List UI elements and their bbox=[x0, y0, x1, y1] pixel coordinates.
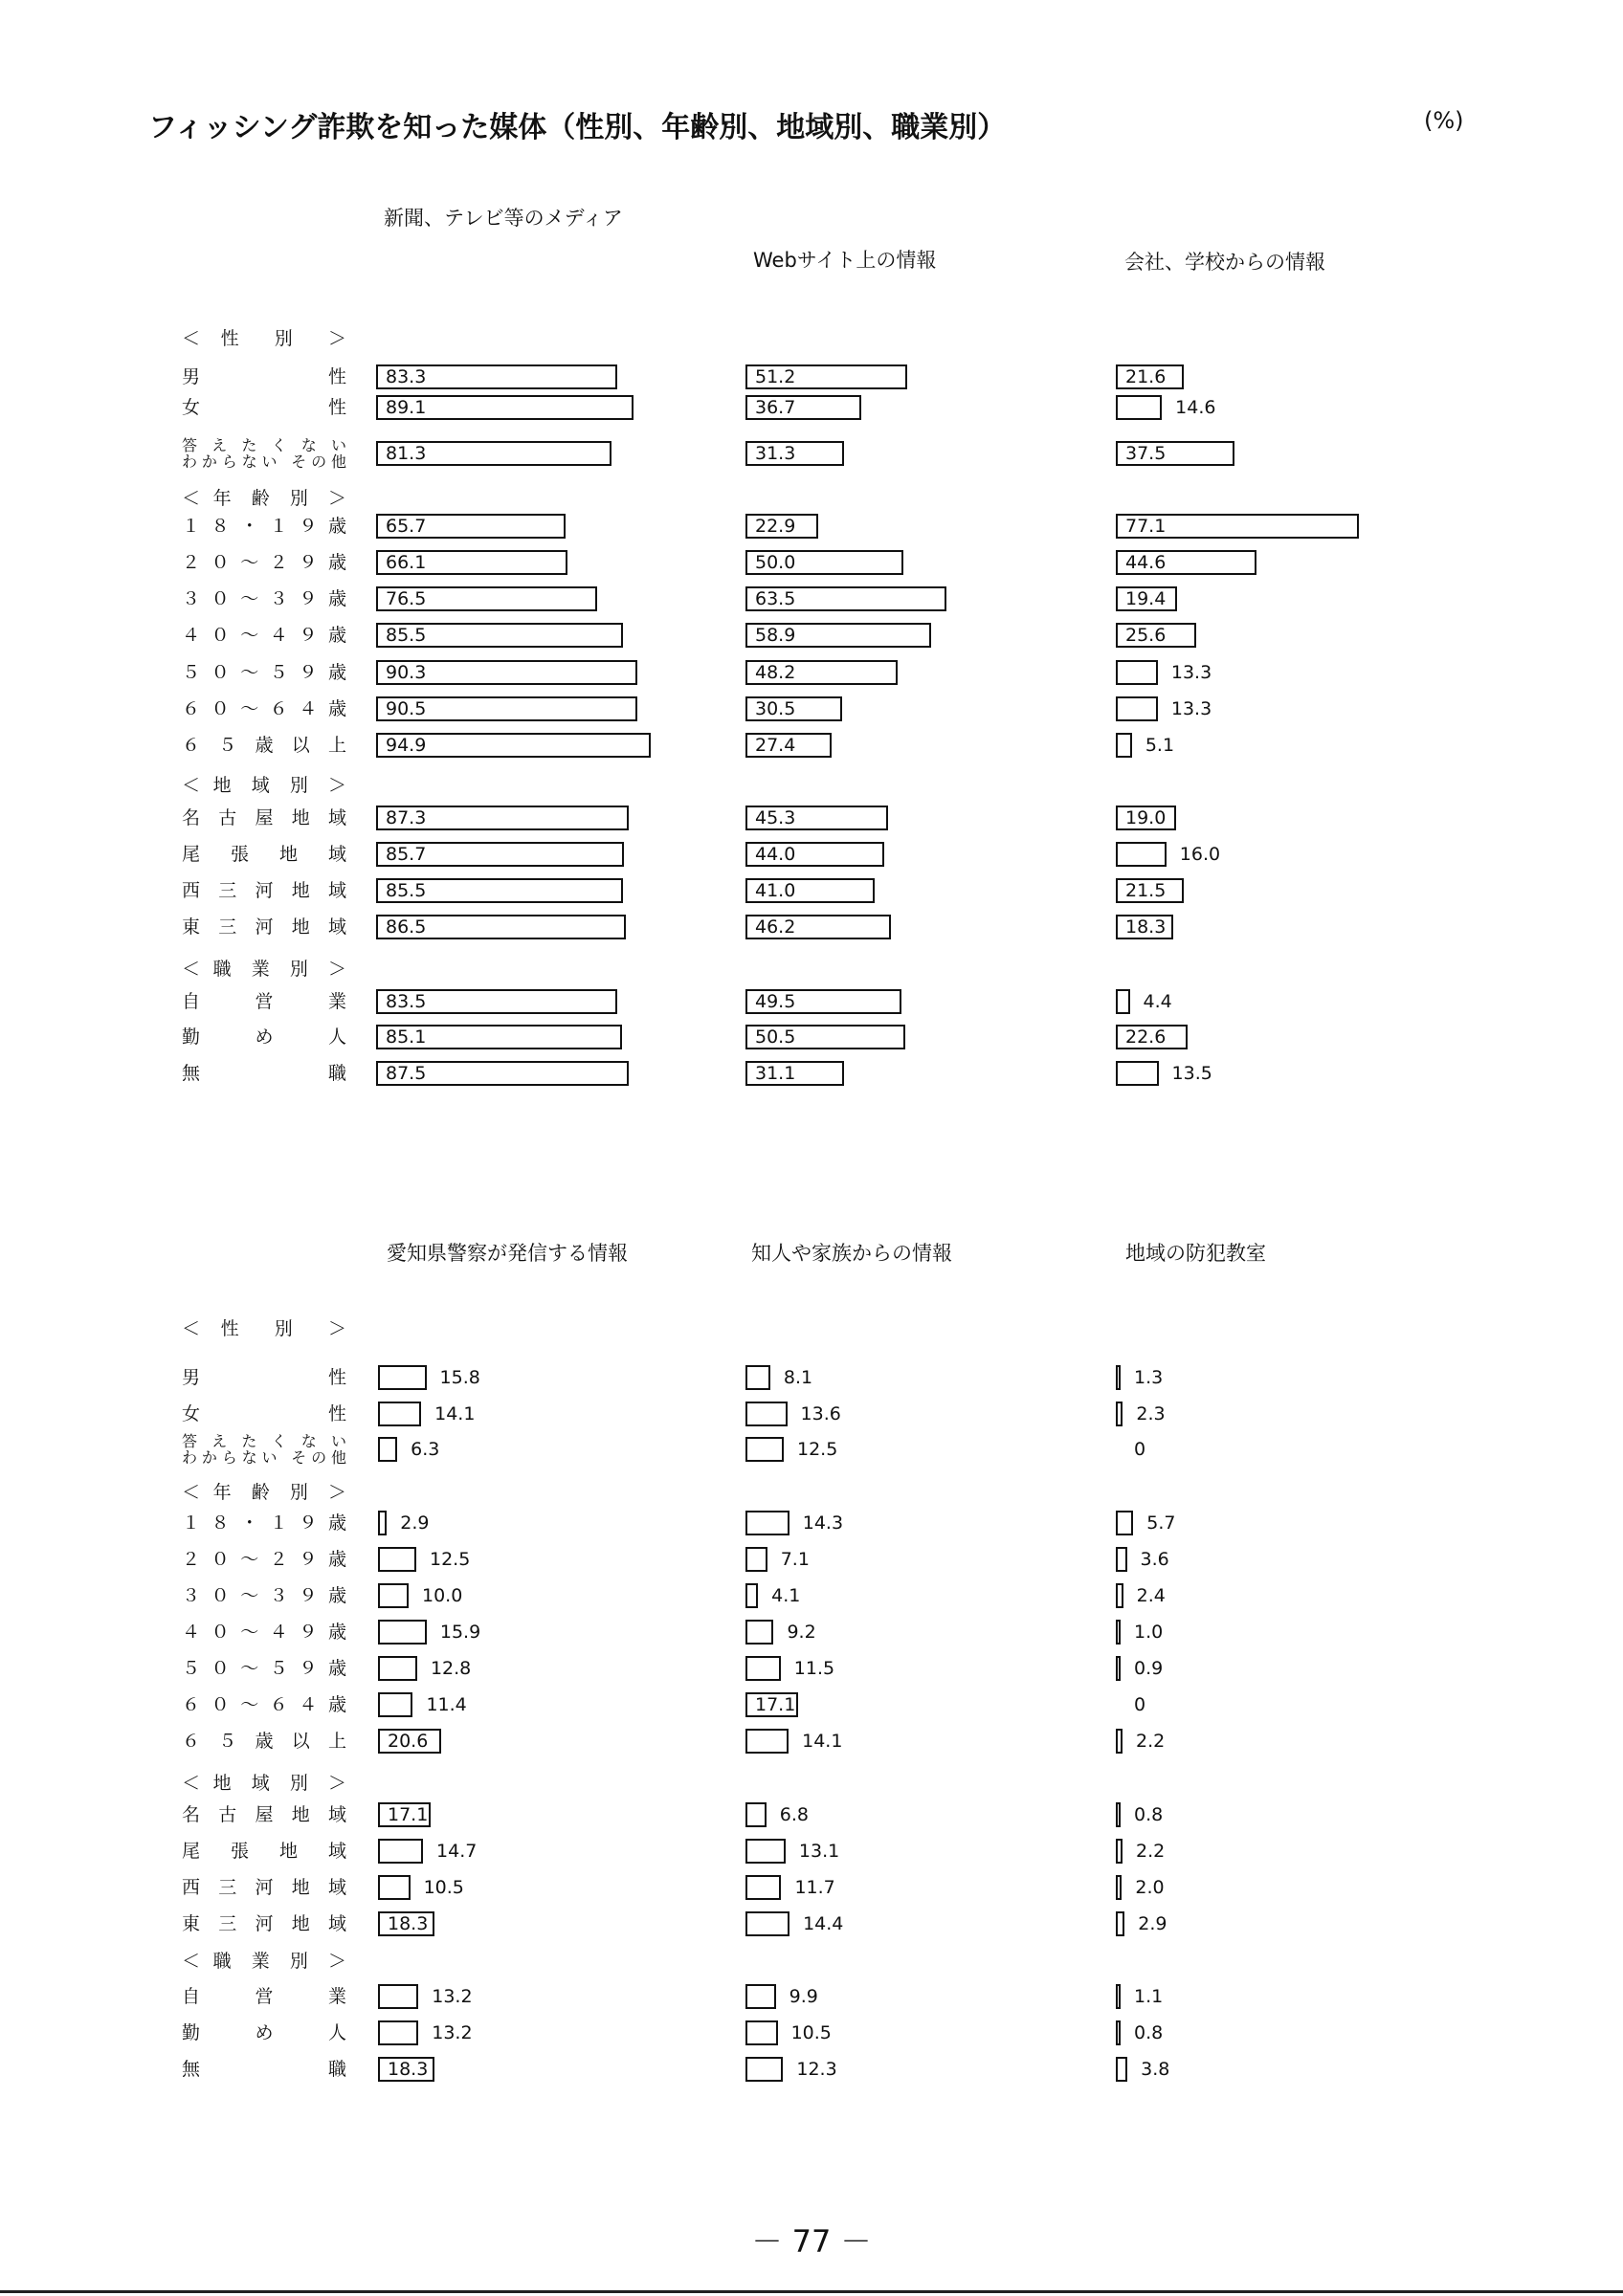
data-label: 12.8 bbox=[430, 1658, 472, 1679]
bar bbox=[378, 1875, 411, 1900]
data-label: 30.5 bbox=[755, 698, 796, 719]
data-label: 48.2 bbox=[755, 662, 796, 683]
page-title: フィッシング詐欺を知った媒体（性別、年齢別、地域別、職業別） bbox=[148, 111, 1007, 144]
data-label: 10.5 bbox=[423, 1877, 464, 1898]
bar bbox=[1116, 660, 1158, 685]
data-label: 87.3 bbox=[386, 807, 427, 828]
series-header: 知人や家族からの情報 bbox=[751, 1242, 952, 1265]
bar bbox=[745, 1875, 781, 1900]
data-label: 2.9 bbox=[1138, 1913, 1167, 1934]
data-label: 0.8 bbox=[1134, 2022, 1164, 2043]
row-label: 尾張地域 bbox=[182, 1841, 346, 1862]
data-label: 5.1 bbox=[1145, 735, 1175, 756]
row-label: 西三河地域 bbox=[182, 1877, 346, 1898]
data-label: 11.4 bbox=[426, 1694, 467, 1715]
data-label: 1.0 bbox=[1134, 1622, 1164, 1643]
data-label: 63.5 bbox=[755, 588, 796, 609]
data-label: 2.4 bbox=[1136, 1585, 1166, 1606]
data-label: 66.1 bbox=[386, 552, 427, 573]
bar bbox=[378, 1365, 427, 1390]
data-label: 19.4 bbox=[1125, 588, 1167, 609]
row-label: 答えたくない わからない その他 bbox=[182, 1432, 346, 1467]
row-label: ２０～２９歳 bbox=[182, 552, 346, 573]
series-header: Webサイト上の情報 bbox=[753, 249, 937, 272]
row-label: ６０～６４歳 bbox=[182, 698, 346, 719]
bar bbox=[378, 1656, 417, 1681]
row-label: ５０～５９歳 bbox=[182, 1658, 346, 1679]
data-label: 25.6 bbox=[1125, 625, 1167, 646]
data-label: 44.6 bbox=[1125, 552, 1167, 573]
row-label: ２０～２９歳 bbox=[182, 1549, 346, 1570]
bar bbox=[1116, 1875, 1122, 1900]
data-label: 45.3 bbox=[755, 807, 796, 828]
bar bbox=[745, 1911, 789, 1936]
bar bbox=[378, 2020, 418, 2045]
data-label: 2.2 bbox=[1136, 1731, 1166, 1752]
data-label: 81.3 bbox=[386, 443, 427, 464]
bar bbox=[745, 1583, 758, 1608]
data-label: 2.9 bbox=[400, 1512, 430, 1534]
row-label: 勤め人 bbox=[182, 1027, 346, 1048]
row-label: 名古屋地域 bbox=[182, 807, 346, 828]
data-label: 85.1 bbox=[386, 1027, 427, 1048]
data-label: 0.8 bbox=[1134, 1804, 1164, 1825]
data-label: 27.4 bbox=[755, 735, 796, 756]
data-label: 51.2 bbox=[755, 366, 796, 387]
bar bbox=[1116, 2020, 1121, 2045]
data-label: 83.3 bbox=[386, 366, 427, 387]
group-heading: ＜ 職 業 別 ＞ bbox=[182, 1951, 346, 1972]
bar bbox=[378, 1583, 409, 1608]
row-label: 自営業 bbox=[182, 1986, 346, 2007]
row-label: 尾張地域 bbox=[182, 844, 346, 865]
data-label: 41.0 bbox=[755, 880, 796, 901]
data-label: 22.6 bbox=[1125, 1027, 1167, 1048]
row-label: 自営業 bbox=[182, 991, 346, 1012]
data-label: 20.6 bbox=[388, 1731, 429, 1752]
data-label: 17.1 bbox=[388, 1804, 429, 1825]
data-label: 12.5 bbox=[797, 1439, 838, 1460]
data-label: 13.5 bbox=[1171, 1063, 1212, 1084]
data-label: 94.9 bbox=[386, 735, 427, 756]
bar bbox=[745, 2020, 778, 2045]
group-heading: ＜ 地 域 別 ＞ bbox=[182, 1773, 346, 1794]
row-label: 勤め人 bbox=[182, 2022, 346, 2043]
bottom-rule bbox=[0, 2290, 1623, 2293]
row-label: 無職 bbox=[182, 2059, 346, 2080]
bar bbox=[745, 1547, 767, 1572]
row-label: ６５歳以上 bbox=[182, 735, 346, 756]
data-label: 31.3 bbox=[755, 443, 796, 464]
bar bbox=[1116, 1061, 1159, 1086]
bar bbox=[745, 1402, 788, 1426]
data-label: 90.5 bbox=[386, 698, 427, 719]
group-heading: ＜ 職 業 別 ＞ bbox=[182, 959, 346, 980]
bar bbox=[745, 1839, 786, 1864]
bar bbox=[1116, 1402, 1123, 1426]
data-label: 76.5 bbox=[386, 588, 427, 609]
data-label: 14.3 bbox=[802, 1512, 844, 1534]
bar bbox=[378, 1984, 418, 2009]
data-label: 0 bbox=[1134, 1694, 1146, 1715]
bar bbox=[1116, 1547, 1127, 1572]
series-header: 新聞、テレビ等のメディア bbox=[384, 207, 623, 230]
data-label: 10.5 bbox=[790, 2022, 832, 2043]
bar bbox=[378, 1620, 427, 1645]
bar bbox=[1116, 733, 1132, 758]
row-label: 東三河地域 bbox=[182, 916, 346, 938]
data-label: 49.5 bbox=[755, 991, 796, 1012]
row-label: ４０～４９歳 bbox=[182, 1622, 346, 1643]
bar bbox=[378, 1692, 412, 1717]
group-heading: ＜ 性 別 ＞ bbox=[182, 1318, 346, 1339]
data-label: 14.1 bbox=[802, 1731, 843, 1752]
data-label: 19.0 bbox=[1125, 807, 1167, 828]
data-label: 5.7 bbox=[1146, 1512, 1176, 1534]
bar bbox=[745, 1802, 767, 1827]
data-label: 3.6 bbox=[1140, 1549, 1169, 1570]
data-label: 44.0 bbox=[755, 844, 796, 865]
bar bbox=[378, 1402, 421, 1426]
row-label: １８・１９歳 bbox=[182, 1512, 346, 1534]
group-heading: ＜ 性 別 ＞ bbox=[182, 328, 346, 349]
series-header: 会社、学校からの情報 bbox=[1124, 251, 1325, 274]
bar bbox=[378, 1511, 387, 1535]
data-label: 13.3 bbox=[1170, 698, 1212, 719]
data-label: 1.1 bbox=[1134, 1986, 1164, 2007]
data-label: 14.4 bbox=[803, 1913, 844, 1934]
group-heading: ＜ 年 齢 別 ＞ bbox=[182, 1482, 346, 1503]
data-label: 0 bbox=[1134, 1439, 1146, 1460]
data-label: 18.3 bbox=[388, 2059, 429, 2080]
data-label: 1.3 bbox=[1134, 1367, 1164, 1388]
series-header: 地域の防犯教室 bbox=[1125, 1242, 1266, 1265]
series-header: 愛知県警察が発信する情報 bbox=[387, 1242, 628, 1265]
unit-label: (%) bbox=[1424, 107, 1464, 134]
group-heading: ＜ 年 齢 別 ＞ bbox=[182, 488, 346, 509]
data-label: 14.6 bbox=[1175, 397, 1216, 418]
data-label: 18.3 bbox=[1125, 916, 1167, 938]
page-number: － 77 － bbox=[751, 2223, 872, 2260]
data-label: 83.5 bbox=[386, 991, 427, 1012]
row-label: ３０～３９歳 bbox=[182, 588, 346, 609]
data-label: 15.9 bbox=[439, 1622, 481, 1643]
row-label: 名古屋地域 bbox=[182, 1804, 346, 1825]
row-label: １８・１９歳 bbox=[182, 516, 346, 537]
data-label: 12.3 bbox=[796, 2059, 837, 2080]
bar bbox=[1116, 1511, 1133, 1535]
data-label: 31.1 bbox=[755, 1063, 796, 1084]
data-label: 21.6 bbox=[1125, 366, 1167, 387]
row-label: 無職 bbox=[182, 1063, 346, 1084]
data-label: 87.5 bbox=[386, 1063, 427, 1084]
data-label: 77.1 bbox=[1125, 516, 1167, 537]
bar bbox=[1116, 1729, 1123, 1754]
bar bbox=[1116, 1911, 1124, 1936]
data-label: 6.3 bbox=[411, 1439, 440, 1460]
row-label: 西三河地域 bbox=[182, 880, 346, 901]
bar bbox=[745, 1729, 789, 1754]
data-label: 9.9 bbox=[789, 1986, 818, 2007]
data-label: 17.1 bbox=[755, 1694, 796, 1715]
data-label: 36.7 bbox=[755, 397, 796, 418]
row-label: 男 性 bbox=[182, 366, 346, 387]
data-label: 4.4 bbox=[1143, 991, 1172, 1012]
bar bbox=[378, 1547, 416, 1572]
bar bbox=[1116, 2057, 1127, 2082]
row-label: ５０～５９歳 bbox=[182, 662, 346, 683]
data-label: 14.7 bbox=[436, 1841, 478, 1862]
bar bbox=[745, 1511, 789, 1535]
row-label: ３０～３９歳 bbox=[182, 1585, 346, 1606]
data-label: 85.5 bbox=[386, 625, 427, 646]
row-label: 女 性 bbox=[182, 397, 346, 418]
bar bbox=[378, 1839, 423, 1864]
data-label: 85.5 bbox=[386, 880, 427, 901]
data-label: 10.0 bbox=[422, 1585, 463, 1606]
bar bbox=[1116, 1802, 1121, 1827]
data-label: 50.0 bbox=[755, 552, 796, 573]
data-label: 65.7 bbox=[386, 516, 427, 537]
row-label: ４０～４９歳 bbox=[182, 625, 346, 646]
group-heading: ＜ 地 域 別 ＞ bbox=[182, 775, 346, 796]
row-label: 答えたくない わからない その他 bbox=[182, 436, 346, 471]
data-label: 13.2 bbox=[432, 1986, 473, 2007]
bar bbox=[1116, 842, 1167, 867]
bar bbox=[745, 1656, 781, 1681]
row-label: 東三河地域 bbox=[182, 1913, 346, 1934]
data-label: 2.3 bbox=[1136, 1403, 1166, 1424]
bar bbox=[1116, 395, 1162, 420]
bar bbox=[745, 1984, 776, 2009]
bar bbox=[1116, 1656, 1121, 1681]
data-label: 58.9 bbox=[755, 625, 796, 646]
data-label: 11.5 bbox=[793, 1658, 835, 1679]
bar bbox=[1116, 989, 1130, 1014]
row-label: 女 性 bbox=[182, 1403, 346, 1424]
data-label: 18.3 bbox=[388, 1913, 429, 1934]
data-label: 13.2 bbox=[432, 2022, 473, 2043]
bar bbox=[1116, 696, 1158, 721]
data-label: 15.8 bbox=[439, 1367, 480, 1388]
bar bbox=[1116, 1583, 1123, 1608]
data-label: 22.9 bbox=[755, 516, 796, 537]
bar bbox=[745, 1620, 773, 1645]
bar bbox=[1116, 1839, 1123, 1864]
data-label: 90.3 bbox=[386, 662, 427, 683]
row-label: ６５歳以上 bbox=[182, 1731, 346, 1752]
row-label: ６０～６４歳 bbox=[182, 1694, 346, 1715]
data-label: 6.8 bbox=[779, 1804, 809, 1825]
data-label: 2.2 bbox=[1136, 1841, 1166, 1862]
data-label: 11.7 bbox=[794, 1877, 835, 1898]
data-label: 86.5 bbox=[386, 916, 427, 938]
data-label: 9.2 bbox=[787, 1622, 816, 1643]
data-label: 14.1 bbox=[434, 1403, 476, 1424]
data-label: 89.1 bbox=[386, 397, 427, 418]
data-label: 0.9 bbox=[1134, 1658, 1164, 1679]
data-label: 3.8 bbox=[1141, 2059, 1170, 2080]
data-label: 13.1 bbox=[798, 1841, 840, 1862]
data-label: 46.2 bbox=[755, 916, 796, 938]
bar bbox=[1116, 1984, 1121, 2009]
data-label: 12.5 bbox=[430, 1549, 471, 1570]
data-label: 13.6 bbox=[800, 1403, 841, 1424]
data-label: 13.3 bbox=[1170, 662, 1212, 683]
bar bbox=[745, 1365, 770, 1390]
data-label: 7.1 bbox=[780, 1549, 810, 1570]
data-label: 4.1 bbox=[771, 1585, 801, 1606]
data-label: 2.0 bbox=[1135, 1877, 1165, 1898]
bar bbox=[378, 1437, 397, 1462]
row-label: 男 性 bbox=[182, 1367, 346, 1388]
bar bbox=[745, 2057, 783, 2082]
bar bbox=[1116, 1620, 1121, 1645]
data-label: 50.5 bbox=[755, 1027, 796, 1048]
data-label: 8.1 bbox=[783, 1367, 813, 1388]
bar bbox=[745, 1437, 784, 1462]
data-label: 16.0 bbox=[1179, 844, 1221, 865]
data-label: 37.5 bbox=[1125, 443, 1167, 464]
data-label: 85.7 bbox=[386, 844, 427, 865]
data-label: 21.5 bbox=[1125, 880, 1167, 901]
bar bbox=[1116, 1365, 1121, 1390]
